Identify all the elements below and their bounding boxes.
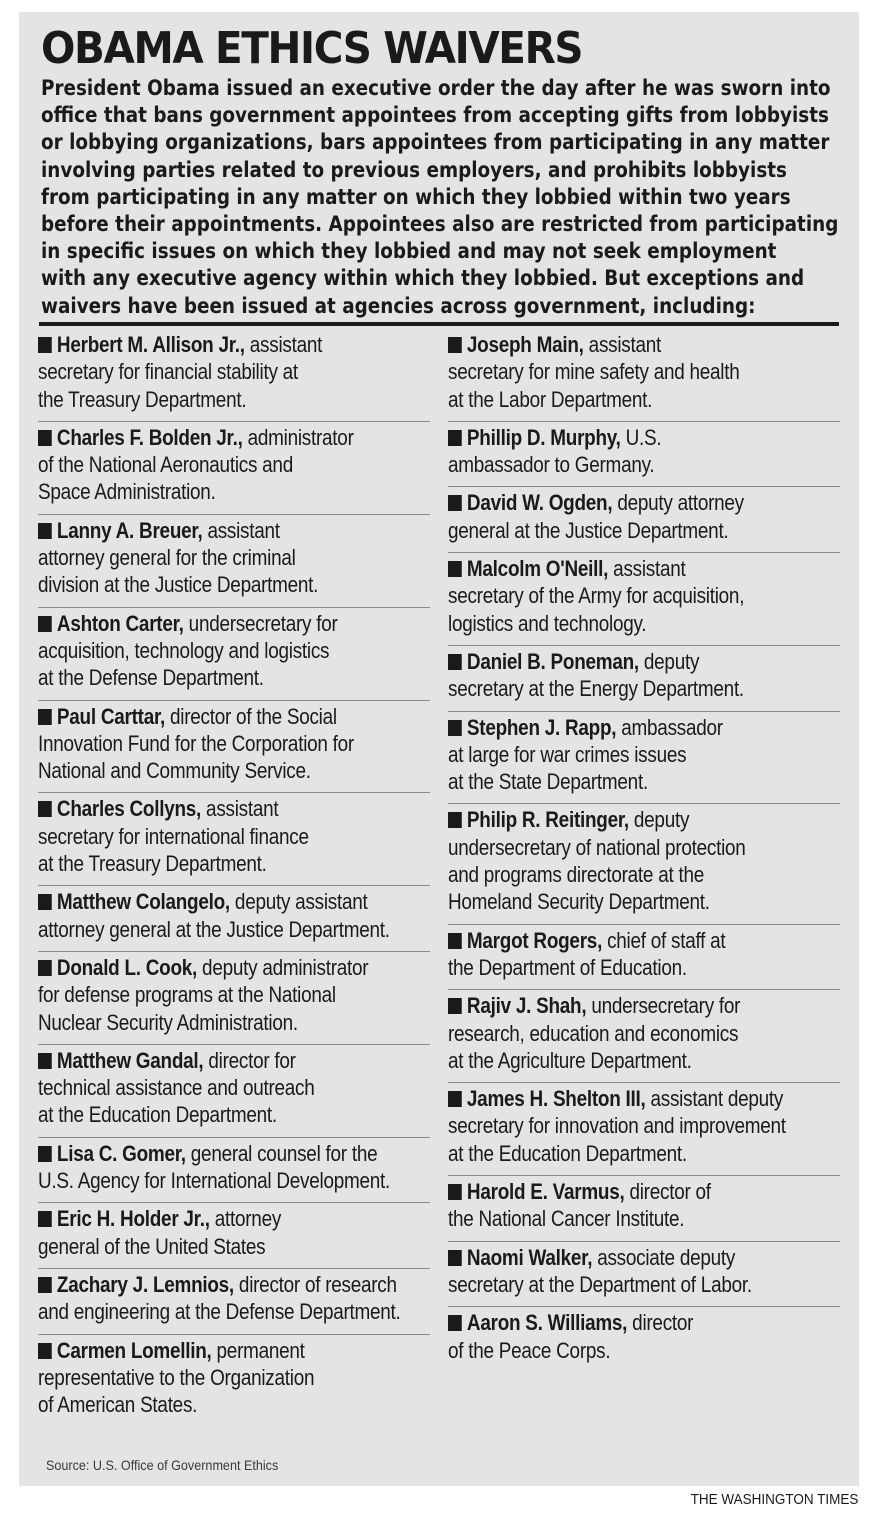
entry-line xyxy=(448,861,840,888)
appointee-title: deputy xyxy=(638,648,700,674)
appointee-title: research, education and economics xyxy=(448,1020,739,1046)
appointee-name: Ashton Carter, xyxy=(56,610,184,636)
entry-line xyxy=(38,358,430,385)
entry-first-line xyxy=(38,424,354,451)
entry-line xyxy=(448,834,840,861)
entry-line xyxy=(38,1009,430,1036)
appointee-title: assistant xyxy=(201,796,279,822)
appointee-title: undersecretary of national protection xyxy=(448,834,746,860)
bullet-square-icon xyxy=(448,998,462,1014)
entry-line xyxy=(38,730,430,757)
waiver-entry xyxy=(38,329,430,422)
appointee-title: assistant xyxy=(608,556,686,582)
bullet-square-icon xyxy=(38,801,52,817)
entry-line xyxy=(38,664,430,691)
entry-line xyxy=(448,1205,840,1232)
appointee-name: Lisa C. Gomer, xyxy=(56,1140,186,1166)
waiver-entry xyxy=(38,1138,430,1204)
entry-first-line xyxy=(38,1047,296,1074)
entry-first-line xyxy=(448,424,661,451)
entry-line xyxy=(448,1271,840,1298)
appointee-title: assistant deputy xyxy=(645,1086,784,1112)
appointee-title: secretary for international finance xyxy=(38,823,309,849)
appointee-title: of the National Aeronautics and xyxy=(38,452,293,478)
entry-first-line xyxy=(448,1178,711,1205)
appointee-name: Margot Rogers, xyxy=(466,927,603,953)
appointee-title: at the Education Department. xyxy=(38,1102,277,1128)
appointee-name: Eric H. Holder Jr., xyxy=(56,1206,210,1232)
entry-first-line xyxy=(448,992,740,1019)
bullet-square-icon xyxy=(448,1250,462,1266)
bullet-square-icon xyxy=(38,1277,52,1293)
entry-first-line xyxy=(448,489,744,516)
appointee-title: attorney general for the criminal xyxy=(38,545,296,571)
waiver-entry xyxy=(448,712,840,805)
appointee-title: director of the Social xyxy=(165,703,337,729)
appointee-title: administrator xyxy=(242,424,354,450)
entry-first-line xyxy=(38,954,368,981)
appointee-title: technical assistance and outreach xyxy=(38,1075,315,1101)
appointee-title: attorney general at the Justice Department. xyxy=(38,916,390,942)
appointee-name: James H. Shelton III, xyxy=(466,1086,646,1112)
entry-line xyxy=(38,571,430,598)
entry-line xyxy=(38,517,430,544)
appointee-title: Innovation Fund for the Corporation for xyxy=(38,730,354,756)
appointee-name: David W. Ogden, xyxy=(466,490,613,516)
appointee-title: and engineering at the Defense Department. xyxy=(38,1299,401,1325)
appointee-title: at the Defense Department. xyxy=(38,665,264,691)
waiver-entry xyxy=(38,886,430,952)
appointee-name: Lanny A. Breuer, xyxy=(56,517,203,543)
entry-line xyxy=(38,703,430,730)
entry-line xyxy=(448,331,840,358)
waiver-entry xyxy=(448,925,840,991)
appointee-name: Philip R. Reitinger, xyxy=(466,807,629,833)
entry-line xyxy=(448,768,840,795)
publisher-credit: THE WASHINGTON TIMES xyxy=(690,1491,858,1508)
appointee-title: logistics and technology. xyxy=(448,610,647,636)
entry-line xyxy=(448,517,840,544)
intro-line: in specific issues on which they lobbied and may not seek employment xyxy=(41,239,777,264)
intro-line: involving parties related to previous employers, and prohibits lobbyists xyxy=(41,157,787,182)
appointee-name: Matthew Colangelo, xyxy=(56,889,230,915)
bullet-square-icon xyxy=(448,561,462,577)
appointee-title: secretary for financial stability at xyxy=(38,359,298,385)
entry-line xyxy=(38,1140,430,1167)
entry-line xyxy=(448,714,840,741)
entry-line xyxy=(38,1074,430,1101)
appointee-title: assistant xyxy=(244,332,323,357)
appointee-title: at the State Department. xyxy=(448,769,648,795)
bullet-square-icon xyxy=(38,523,52,539)
entry-line xyxy=(448,1020,840,1047)
entry-line xyxy=(448,1244,840,1271)
entry-line xyxy=(448,1337,840,1364)
bullet-square-icon xyxy=(448,430,462,446)
appointee-title: assistant xyxy=(583,332,662,357)
entry-first-line xyxy=(448,714,723,741)
waiver-entry xyxy=(448,1176,840,1242)
entry-line xyxy=(448,555,840,582)
left-column xyxy=(38,329,430,1426)
waiver-entry xyxy=(448,487,840,553)
waiver-entry xyxy=(38,1335,430,1427)
entry-first-line xyxy=(38,610,338,637)
entry-first-line xyxy=(38,517,280,544)
entry-line xyxy=(38,1101,430,1128)
entry-first-line xyxy=(38,331,322,358)
entry-line xyxy=(38,916,430,943)
waiver-entry xyxy=(448,990,840,1083)
waiver-entry xyxy=(38,793,430,886)
entry-line xyxy=(38,451,430,478)
appointee-name: Carmen Lomellin, xyxy=(56,1337,212,1363)
entry-line xyxy=(448,1140,840,1167)
appointee-title: director of xyxy=(624,1179,711,1205)
entry-line xyxy=(38,386,430,413)
entry-line xyxy=(38,1391,430,1418)
appointee-title: permanent xyxy=(211,1337,305,1363)
entry-line xyxy=(38,757,430,784)
entry-first-line xyxy=(448,1309,693,1336)
entry-line xyxy=(448,451,840,478)
entry-line xyxy=(448,1178,840,1205)
entry-first-line xyxy=(38,1271,397,1298)
appointee-title: National and Community Service. xyxy=(38,758,311,784)
entry-line xyxy=(448,888,840,915)
appointee-title: undersecretary for xyxy=(586,993,741,1019)
appointee-name: Naomi Walker, xyxy=(466,1244,593,1270)
appointee-name: Charles F. Bolden Jr., xyxy=(56,424,243,450)
entry-line xyxy=(448,1309,840,1336)
appointee-title: undersecretary for xyxy=(183,610,338,636)
appointee-title: director for xyxy=(203,1047,296,1073)
entry-line xyxy=(448,954,840,981)
entry-line xyxy=(448,489,840,516)
waiver-entry xyxy=(38,608,430,701)
waiver-entry xyxy=(448,1242,840,1308)
appointee-title: U.S. Agency for International Development. xyxy=(38,1168,391,1194)
bullet-square-icon xyxy=(448,337,462,353)
entry-line xyxy=(448,927,840,954)
bullet-square-icon xyxy=(448,654,462,670)
entry-line xyxy=(38,331,430,358)
bullet-square-icon xyxy=(38,337,52,353)
entry-first-line xyxy=(38,795,278,822)
appointee-title: ambassador xyxy=(616,714,723,740)
appointee-title: assistant xyxy=(202,517,280,543)
appointee-name: Joseph Main, xyxy=(466,332,584,357)
entry-line xyxy=(38,1167,430,1194)
appointee-title: director xyxy=(627,1310,694,1336)
entry-line xyxy=(448,582,840,609)
appointee-name: Harold E. Varmus, xyxy=(466,1179,625,1205)
waiver-entry xyxy=(448,646,840,712)
appointee-title: acquisition, technology and logistics xyxy=(38,637,330,663)
appointee-title: secretary of the Army for acquisition, xyxy=(448,583,745,609)
entry-line xyxy=(38,795,430,822)
appointee-title: the Department of Education. xyxy=(448,954,687,980)
appointee-title: general at the Justice Department. xyxy=(448,517,729,543)
appointee-title: chief of staff at xyxy=(602,927,726,953)
appointee-title: at the Agriculture Department. xyxy=(448,1047,692,1073)
appointee-name: Paul Carttar, xyxy=(56,703,166,729)
bullet-square-icon xyxy=(448,1184,462,1200)
entry-line xyxy=(448,1112,840,1139)
entry-line xyxy=(38,610,430,637)
waiver-entry xyxy=(448,553,840,646)
bullet-square-icon xyxy=(448,933,462,949)
entry-first-line xyxy=(38,1205,281,1232)
entry-line xyxy=(448,386,840,413)
entry-first-line xyxy=(448,1085,783,1112)
appointee-title: the Treasury Department. xyxy=(38,386,247,412)
graphic-title: OBAMA ETHICS WAIVERS xyxy=(41,23,583,74)
appointee-title: deputy attorney xyxy=(612,490,744,516)
appointee-title: Space Administration. xyxy=(38,479,216,505)
appointee-title: at the Labor Department. xyxy=(448,386,653,412)
waiver-entry xyxy=(38,701,430,794)
appointee-title: division at the Justice Department. xyxy=(38,572,319,598)
intro-line: with any executive agency within which they lobbied. But exceptions and xyxy=(41,266,805,291)
appointee-name: Aaron S. Williams, xyxy=(466,1310,628,1336)
header-divider xyxy=(39,322,839,326)
bullet-square-icon xyxy=(38,894,52,910)
entry-line xyxy=(38,544,430,571)
right-column xyxy=(448,329,840,1372)
entry-line xyxy=(38,981,430,1008)
entry-line xyxy=(448,992,840,1019)
appointee-name: Donald L. Cook, xyxy=(56,954,198,980)
waiver-entry xyxy=(448,1307,840,1372)
waiver-entry xyxy=(38,422,430,515)
appointee-name: Daniel B. Poneman, xyxy=(466,648,639,674)
entry-first-line xyxy=(448,648,699,675)
entry-line xyxy=(38,1298,430,1325)
appointee-title: U.S. xyxy=(620,424,662,450)
intro-line: waivers have been issued at agencies across government, including: xyxy=(41,293,756,318)
intro-paragraph xyxy=(41,75,839,320)
entry-line xyxy=(38,823,430,850)
entry-first-line xyxy=(38,703,337,730)
bullet-square-icon xyxy=(38,709,52,725)
bullet-square-icon xyxy=(38,1146,52,1162)
bullet-square-icon xyxy=(448,1315,462,1331)
appointee-title: Nuclear Security Administration. xyxy=(38,1009,298,1035)
source-note: Source: U.S. Office of Government Ethics xyxy=(46,1457,279,1473)
appointee-title: general counsel for the xyxy=(185,1140,378,1166)
waiver-entry xyxy=(448,804,840,924)
bullet-square-icon xyxy=(38,960,52,976)
appointee-name: Stephen J. Rapp, xyxy=(466,714,617,740)
intro-line: President Obama issued an executive order the day after he was sworn into xyxy=(41,76,831,100)
intro-line: from participating in any matter on which they lobbied within two years xyxy=(41,184,791,209)
entry-line xyxy=(38,1337,430,1364)
appointee-name: Rajiv J. Shah, xyxy=(466,993,587,1019)
entry-line xyxy=(448,675,840,702)
entry-line xyxy=(448,610,840,637)
entry-first-line xyxy=(448,555,686,582)
entry-line xyxy=(38,954,430,981)
waiver-entry xyxy=(38,1203,430,1269)
bullet-square-icon xyxy=(448,720,462,736)
entry-first-line xyxy=(448,331,661,358)
appointee-title: secretary at the Energy Department. xyxy=(448,676,744,702)
entry-line xyxy=(38,1047,430,1074)
waiver-entry xyxy=(448,329,840,422)
entry-line xyxy=(38,637,430,664)
appointee-title: secretary for mine safety and health xyxy=(448,359,740,385)
entry-line xyxy=(38,1271,430,1298)
bullet-square-icon xyxy=(38,616,52,632)
appointee-title: of the Peace Corps. xyxy=(448,1337,611,1363)
entry-line xyxy=(448,424,840,451)
appointee-title: deputy xyxy=(628,807,690,833)
entry-first-line xyxy=(448,927,725,954)
bullet-square-icon xyxy=(38,1343,52,1359)
entry-line xyxy=(38,1205,430,1232)
entry-first-line xyxy=(448,1244,735,1271)
entry-line xyxy=(38,1233,430,1260)
appointee-title: deputy administrator xyxy=(197,954,369,980)
entry-line xyxy=(448,358,840,385)
appointee-title: at the Education Department. xyxy=(448,1140,687,1166)
appointee-title: director of research xyxy=(233,1271,397,1297)
bullet-square-icon xyxy=(448,1091,462,1107)
entry-line xyxy=(38,478,430,505)
intro-line: before their appointments. Appointees also are restricted from participating xyxy=(41,212,839,237)
appointee-name: Herbert M. Allison Jr., xyxy=(56,332,245,357)
entry-line xyxy=(448,1085,840,1112)
bullet-square-icon xyxy=(448,812,462,828)
waiver-entry xyxy=(448,422,840,488)
waiver-entry xyxy=(38,515,430,608)
appointee-title: attorney xyxy=(209,1206,282,1232)
entry-line xyxy=(38,888,430,915)
bullet-square-icon xyxy=(38,430,52,446)
entry-line xyxy=(38,850,430,877)
appointee-title: secretary for innovation and improvement xyxy=(448,1113,786,1139)
bullet-square-icon xyxy=(38,1211,52,1227)
appointee-title: associate deputy xyxy=(592,1244,736,1270)
appointee-title: at large for war crimes issues xyxy=(448,741,687,767)
appointee-title: secretary at the Department of Labor. xyxy=(448,1271,752,1297)
entry-line xyxy=(448,741,840,768)
bullet-square-icon xyxy=(38,1053,52,1069)
appointee-name: Zachary J. Lemnios, xyxy=(56,1271,234,1297)
entry-first-line xyxy=(448,806,689,833)
appointee-title: for defense programs at the National xyxy=(38,982,336,1008)
appointee-title: deputy assistant xyxy=(229,889,368,915)
waiver-entry xyxy=(38,1045,430,1138)
appointee-title: at the Treasury Department. xyxy=(38,851,267,877)
waiver-entry xyxy=(448,1083,840,1176)
entry-first-line xyxy=(38,1337,305,1364)
waiver-entry xyxy=(38,952,430,1045)
bullet-square-icon xyxy=(448,495,462,511)
waiver-entry xyxy=(38,1269,430,1335)
entry-line xyxy=(448,806,840,833)
appointee-title: of American States. xyxy=(38,1392,198,1418)
appointee-title: and programs directorate at the xyxy=(448,862,704,888)
intro-line: office that bans government appointees from accepting gifts from lobbyists xyxy=(41,103,829,128)
appointee-name: Charles Collyns, xyxy=(56,796,202,822)
entry-first-line xyxy=(38,1140,377,1167)
appointee-name: Matthew Gandal, xyxy=(56,1047,204,1073)
intro-line: or lobbying organizations, bars appointees from participating in any matter xyxy=(41,130,830,155)
appointee-title: ambassador to Germany. xyxy=(448,452,655,478)
appointee-title: Homeland Security Department. xyxy=(448,889,710,915)
appointee-title: representative to the Organization xyxy=(38,1364,315,1390)
entry-line xyxy=(38,1364,430,1391)
appointee-title: the National Cancer Institute. xyxy=(448,1206,685,1232)
appointee-name: Phillip D. Murphy, xyxy=(466,424,621,450)
entry-first-line xyxy=(38,888,368,915)
appointee-title: general of the United States xyxy=(38,1233,266,1259)
entry-line xyxy=(448,648,840,675)
entry-line xyxy=(38,424,430,451)
appointee-name: Malcolm O'Neill, xyxy=(466,556,609,582)
entry-line xyxy=(448,1047,840,1074)
